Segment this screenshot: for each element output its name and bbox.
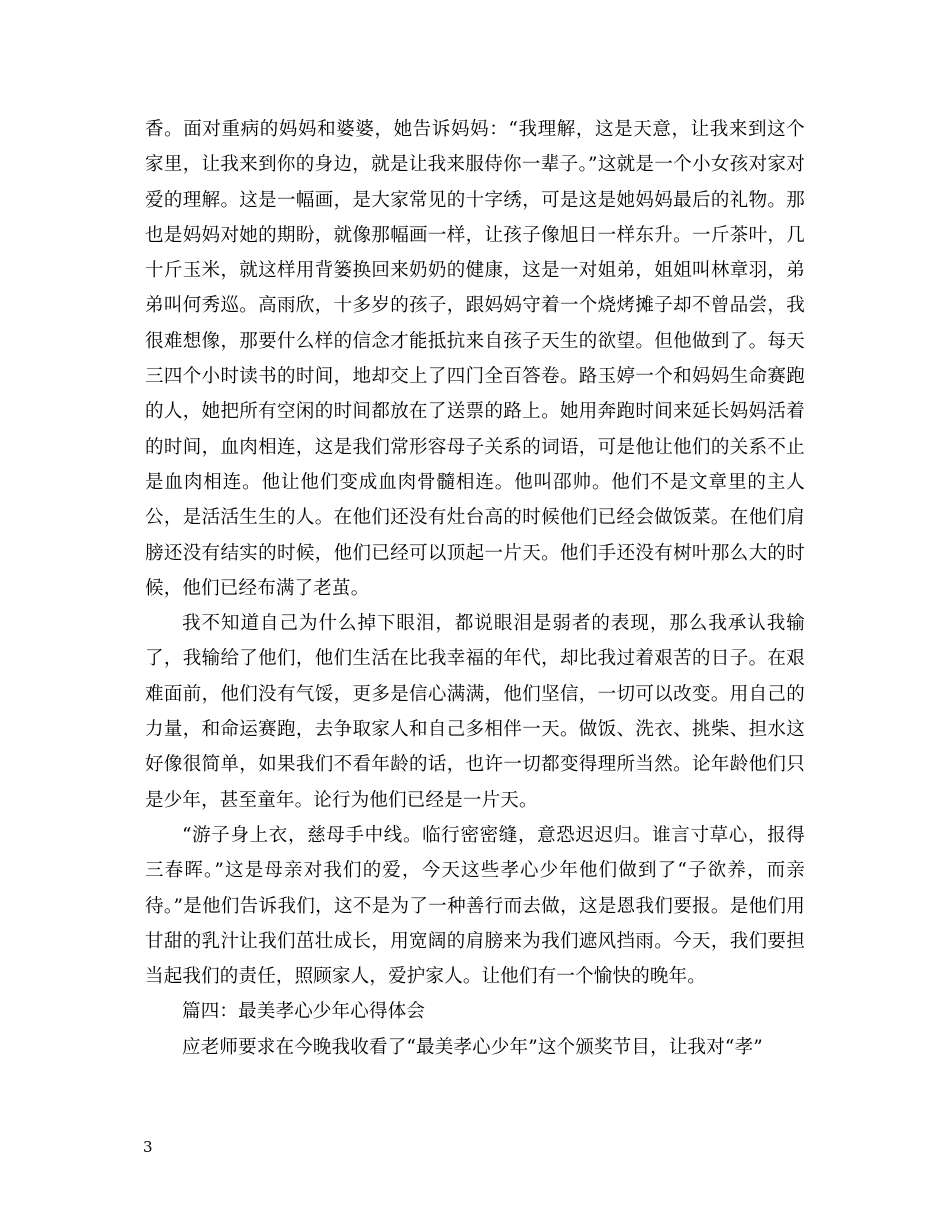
body-text — [145, 112, 805, 1065]
paragraph-5: 应老师要求在今晚我收看了“最美孝心少年”这个颁奖节目，让我对“孝” — [182, 1036, 763, 1058]
page-number: 3 — [143, 1138, 153, 1156]
section-heading: 篇四：最美孝心少年心得体会 — [182, 1001, 426, 1023]
paragraph-3: “游子身上衣，慈母手中线。临行密密缝，意恐迟迟归。谁言寸草心，报得三春晖。”这是母亲对我们的爱，今天这些孝心少年他们做到了“子欲养，而亲待。”是他们告诉我们，这不是为了一种善行而去做，这是恩我们要报。是他们用甘甜的乳汁让我们茁壮成长，用宽阔的肩膀来为我们遮风挡雨。今天，我们要担当起我们的责任，照顾家人，爱护家人。让他们有一个愉快的晚年。 — [145, 824, 805, 988]
paragraph-2: 我不知道自己为什么掉下眼泪，都说眼泪是弱者的表现，那么我承认我输了，我输给了他们，他们生活在比我幸福的年代，却比我过着艰苦的日子。在艰难面前，他们没有气馁，更多是信心满满，他们坚信，一切可以改变。用自己的力量，和命运赛跑，去争取家人和自己多相伴一天。做饭、洗衣、挑柴、担水这好像很简单，如果我们不看年龄的话，也许一切都变得理所当然。论年龄他们只是少年，甚至童年。论行为他们已经是一片天。 — [145, 613, 805, 811]
paragraph-1: 香。面对重病的妈妈和婆婆，她告诉妈妈：“我理解，这是天意，让我来到这个家里，让我来到你的身边，就是让我来服侍你一辈子。”这就是一个小女孩对家对爱的理解。这是一幅画，是大家常见的十字绣，可是这是她妈妈最后的礼物。那也是妈妈对她的期盼，就像那幅画一样，让孩子像旭日一样东升。一斤茶叶，几十斤玉米，就这样用背篓换回来奶奶的健康，这是一对姐弟，姐姐叫林章羽，弟弟叫何秀巡。高雨欣，十多岁的孩子，跟妈妈守着一个烧烤摊子却不曾品尝，我很难想像，那要什么样的信念才能抵抗来自孩子天生的欲望。但他做到了。每天三四个小时读书的时间，地却交上了四门全百答卷。路玉婷一个和妈妈生命赛跑的人，她把所有空闲的时间都放在了送票的路上。她用奔跑时间来延长妈妈活着的时间，血肉相连，这是我们常形容母子关系的词语，可是他让他们的关系不止是血肉相连。他让他们变成血肉骨髓相连。他叫邵帅。他们不是文章里的主人公，是活活生生的人。在他们还没有灶台高的时候他们已经会做饭菜。在他们肩膀还没有结实的时候，他们已经可以顶起一片天。他们手还没有树叶那么大的时候，他们已经布满了老茧。 — [145, 119, 805, 599]
